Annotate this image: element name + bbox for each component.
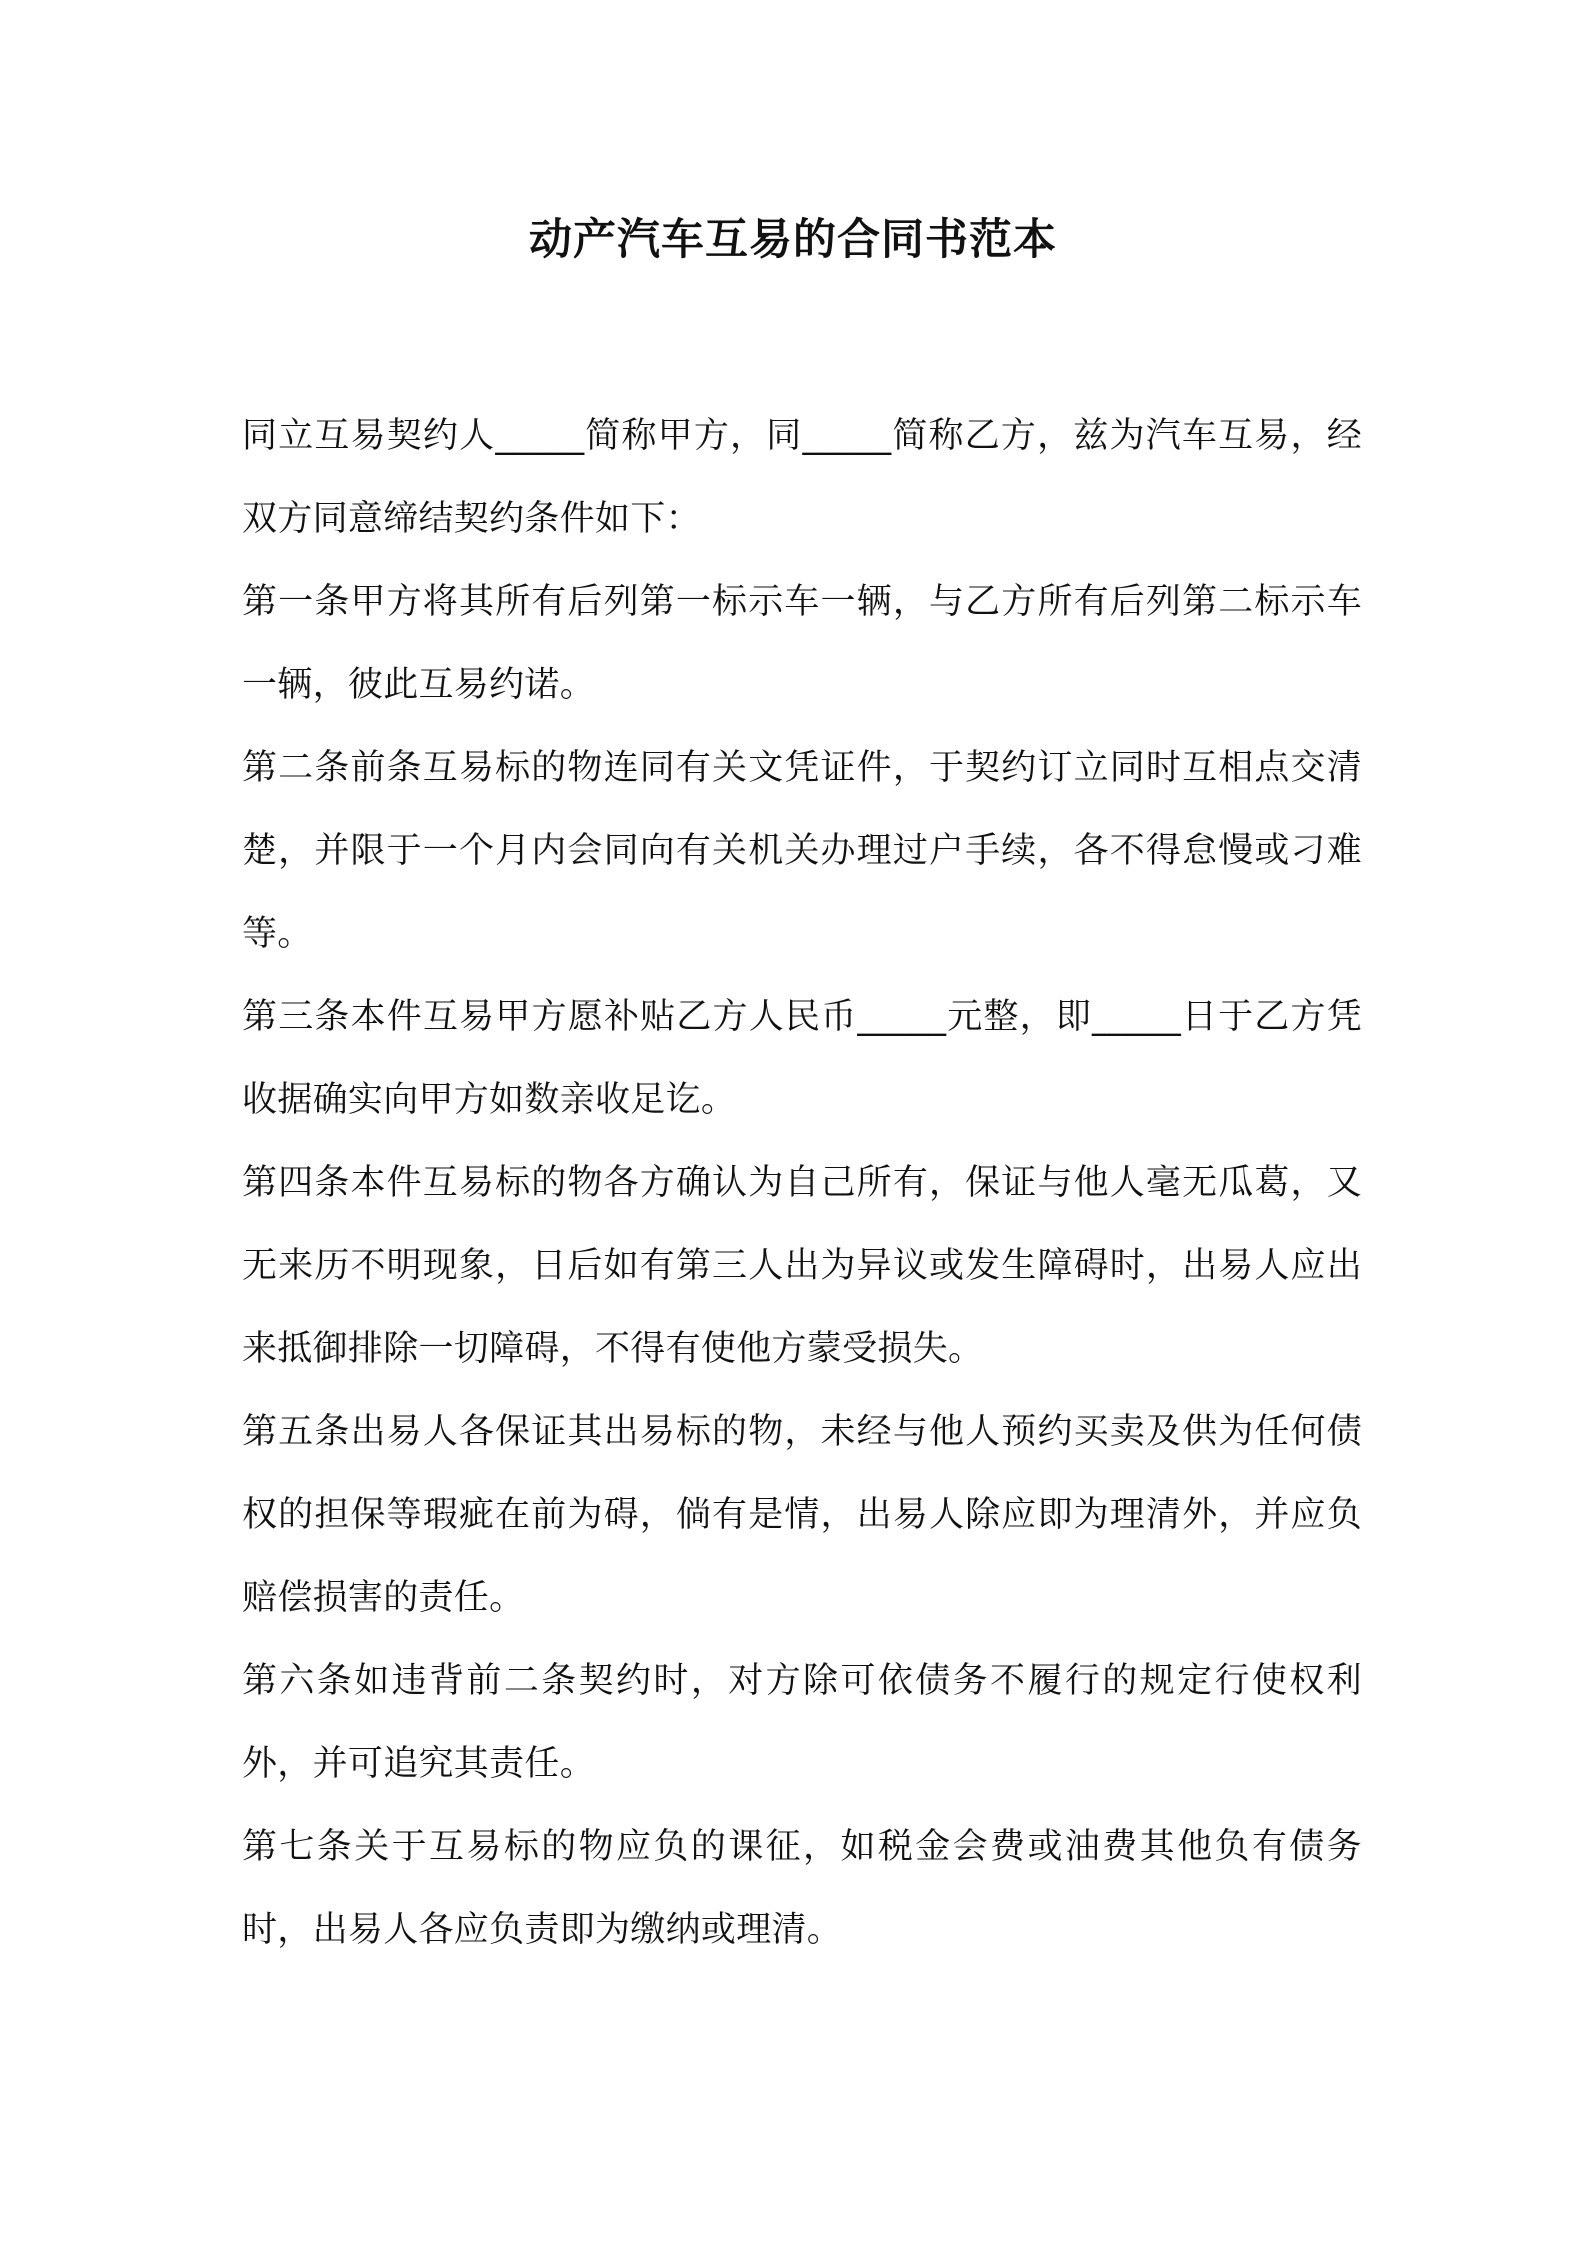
article-6-paragraph: 第六条如违背前二条契约时，对方除可依债务不履行的规定行使权利外，并可追究其责任。 — [242, 1661, 1362, 1784]
preamble-paragraph: 同立互易契约人_____简称甲方，同_____简称乙方，兹为汽车互易，经双方同意缔结契约条件如下： — [242, 416, 1362, 539]
article-3-paragraph: 第三条本件互易甲方愿补贴乙方人民币_____元整，即_____日于乙方凭收据确实向甲方如数亲收足讫。 — [242, 997, 1362, 1120]
article-1-paragraph: 第一条甲方将其所有后列第一标示车一辆，与乙方所有后列第二标示车一辆，彼此互易约诺。 — [242, 582, 1362, 705]
article-7-paragraph: 第七条关于互易标的物应负的课征，如税金会费或油费其他负有债务时，出易人各应负责即为缴纳或理清。 — [242, 1827, 1362, 1950]
article-2-paragraph: 第二条前条互易标的物连同有关文凭证件，于契约订立同时互相点交清楚，并限于一个月内会同向有关机关办理过户手续，各不得怠慢或刁难等。 — [242, 748, 1362, 954]
document-title: 动产汽车互易的合同书范本 — [529, 215, 1057, 265]
article-5-paragraph: 第五条出易人各保证其出易标的物，未经与他人预约买卖及供为任何债权的担保等瑕疵在前为碍，倘有是情，出易人除应即为理清外，并应负赔偿损害的责任。 — [242, 1412, 1362, 1618]
document-body — [242, 395, 1362, 1972]
article-4-paragraph: 第四条本件互易标的物各方确认为自己所有，保证与他人毫无瓜葛，又无来历不明现象，日后如有第三人出为异议或发生障碍时，出易人应出来抵御排除一切障碍，不得有使他方蒙受损失。 — [242, 1163, 1362, 1369]
